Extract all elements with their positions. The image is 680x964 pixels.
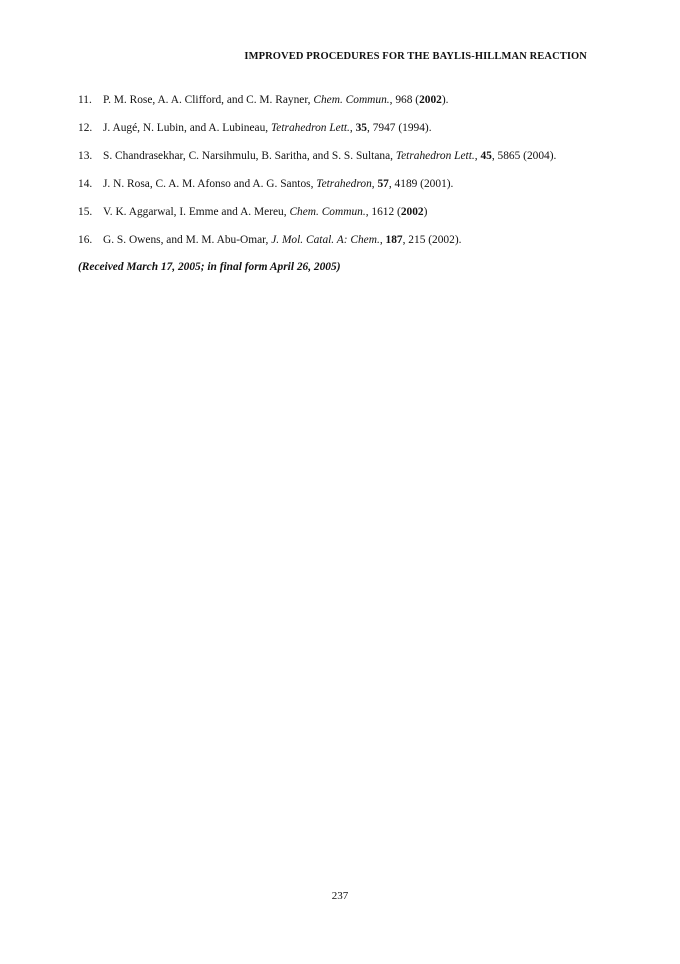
reference-item bbox=[78, 205, 590, 219]
reference-separator: , 1612 ( bbox=[365, 206, 401, 218]
reference-volume: 187 bbox=[385, 234, 403, 246]
reference-volume: 2002 bbox=[419, 94, 442, 106]
reference-item bbox=[78, 177, 590, 191]
reference-authors: P. M. Rose, A. A. Clifford, and C. M. Rayner, bbox=[103, 94, 314, 106]
reference-tail: , 7947 (1994). bbox=[367, 122, 432, 134]
reference-tail: , 5865 (2004). bbox=[491, 150, 557, 162]
reference-separator: , bbox=[379, 234, 386, 246]
reference-number: 16. bbox=[78, 234, 93, 246]
reference-separator: , bbox=[474, 150, 481, 162]
reference-journal: Tetrahedron Lett. bbox=[271, 122, 350, 134]
reference-journal: Tetrahedron bbox=[316, 178, 372, 190]
reference-number: 11. bbox=[78, 94, 92, 106]
reference-separator: , bbox=[349, 122, 356, 134]
running-header: IMPROVED PROCEDURES FOR THE BAYLIS-HILLMAN REACTION bbox=[244, 51, 587, 62]
reference-tail: , 4189 (2001). bbox=[388, 178, 454, 190]
reference-tail: ). bbox=[441, 94, 449, 106]
reference-list bbox=[78, 93, 590, 273]
received-note: (Received March 17, 2005; in final form April 26, 2005) bbox=[78, 261, 341, 273]
page-number: 237 bbox=[331, 890, 349, 902]
reference-journal: Chem. Commun. bbox=[289, 206, 366, 218]
reference-volume: 57 bbox=[377, 178, 389, 190]
reference-journal: Tetrahedron Lett. bbox=[395, 150, 475, 162]
reference-volume: 45 bbox=[480, 150, 492, 162]
reference-number: 14. bbox=[78, 178, 93, 190]
reference-tail: , 215 (2002). bbox=[402, 234, 462, 246]
reference-number: 13. bbox=[78, 150, 93, 162]
reference-separator: , 968 ( bbox=[389, 94, 420, 106]
reference-number: 15. bbox=[78, 206, 93, 218]
reference-separator: , bbox=[371, 178, 378, 190]
reference-authors: S. Chandrasekhar, C. Narsihmulu, B. Saritha, and S. S. Sultana, bbox=[103, 150, 396, 162]
reference-authors: J. Augé, N. Lubin, and A. Lubineau, bbox=[103, 122, 271, 134]
reference-authors: V. K. Aggarwal, I. Emme and A. Mereu, bbox=[103, 206, 290, 218]
reference-journal: J. Mol. Catal. A: Chem. bbox=[271, 234, 380, 246]
reference-authors: J. N. Rosa, C. A. M. Afonso and A. G. Santos, bbox=[103, 178, 317, 190]
reference-journal: Chem. Commun. bbox=[313, 94, 390, 106]
reference-item bbox=[78, 149, 590, 163]
reference-volume: 2002 bbox=[400, 206, 424, 218]
reference-authors: G. S. Owens, and M. M. Abu-Omar, bbox=[103, 234, 272, 246]
reference-number: 12. bbox=[78, 122, 93, 134]
reference-volume: 35 bbox=[355, 122, 367, 134]
reference-item bbox=[78, 121, 590, 135]
reference-tail: ) bbox=[423, 206, 428, 218]
reference-item bbox=[78, 233, 590, 247]
reference-item bbox=[78, 93, 590, 107]
